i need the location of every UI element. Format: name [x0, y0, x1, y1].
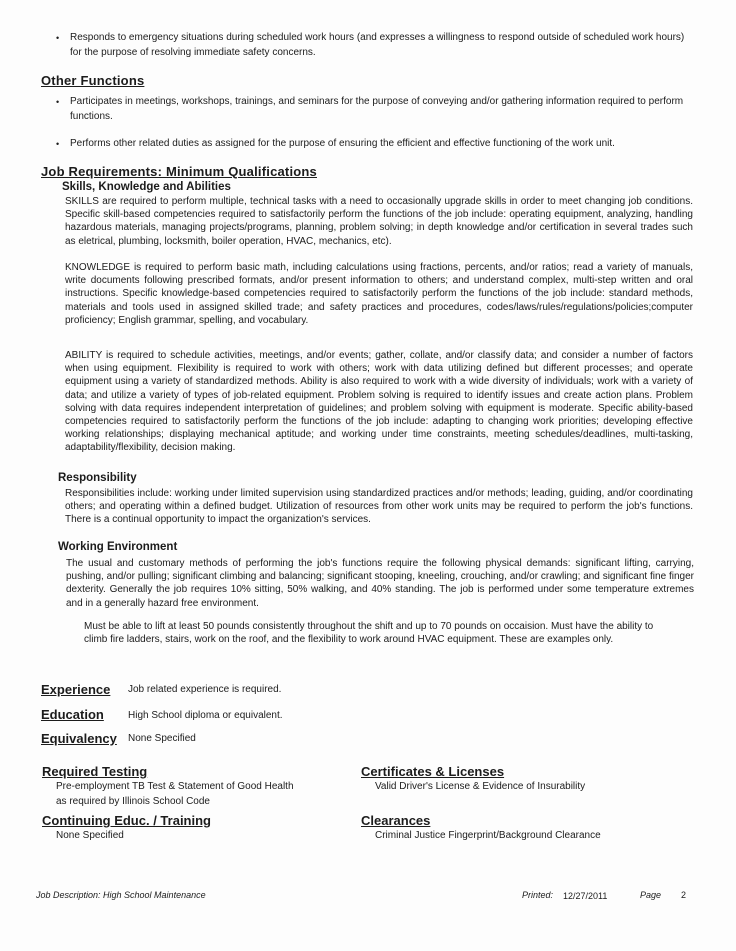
skills-paragraph: SKILLS are required to perform multiple, technical tasks with a need to occasionally upgrade skills in order to meet changing job conditions. Specific skill-based competencies required to satisfactorily perform the functions of the job include: operating equipment, analyzing, handling hazardous materials, managing projects/programs, planning, problem solving; in depth knowledge and/or certification in several trades such as eletrical, plumbing, locksmith, boiler operation, HVAC, mechanics, etc). — [65, 196, 693, 247]
footer-printed-label: Printed: — [522, 890, 554, 900]
bullet-icon: • — [56, 97, 60, 107]
ability-paragraph: ABILITY is required to schedule activities, meetings, and/or events; gather, collate, and/or classify data; and consider a number of factors when using equipment. Flexibility is required to work with others; work with data utilizing defined but different processes; and operate equipment using a variety of standardized methods. Ability is also required to work with a wide diversity of individuals; work with a variety of data; and utilize a variety of types of job-related equipment. Problem solving is required to identify issues and create action plans. Problem solving with data requires independent interpretation of guidelines; and problem solving with equipment is moderate. Specific ability-based competencies required to satisfactorily perform the functions of the job include: adapting to changing work priorities; developing effective working relationships; displaying mechanical aptitude; and working under time constraints, meeting schedules/deadlines, multi-tasking, adaptability/flexibility, decision making. — [65, 350, 693, 454]
list-item — [56, 31, 696, 60]
responsibility-heading: Responsibility — [58, 472, 137, 484]
list-item — [56, 95, 696, 124]
equivalency-label: Equivalency — [41, 731, 117, 746]
required-testing-line2: as required by Illinois School Code — [56, 796, 210, 807]
clearances-value: Criminal Justice Fingerprint/Background Clearance — [375, 830, 601, 841]
certificates-label: Certificates & Licenses — [361, 764, 505, 779]
clearances-label: Clearances — [361, 813, 431, 828]
footer-page-label: Page — [640, 890, 662, 900]
continuing-education-label: Continuing Educ. / Training — [42, 813, 211, 828]
bullet-text: Performs other related duties as assigned for the purpose of ensuring the efficient and effective functioning of the work unit. — [70, 138, 615, 149]
environment-heading: Working Environment — [58, 541, 178, 553]
experience-value: Job related experience is required. — [128, 684, 282, 695]
required-testing-label: Required Testing — [42, 764, 148, 779]
education-value: High School diploma or equivalent. — [128, 710, 283, 721]
footer-printed-date: 12/27/2011 — [563, 891, 608, 901]
education-label: Education — [41, 707, 104, 722]
bullet-text: Responds to emergency situations during scheduled work hours (and expresses a willingness to respond outside of scheduled work hours) for the purpose of resolving immediate safety concerns. — [70, 32, 685, 58]
bullet-icon: • — [56, 139, 60, 149]
certificates-value: Valid Driver's License & Evidence of Insurability — [375, 781, 586, 792]
other-functions-heading: Other Functions — [41, 73, 145, 88]
bullet-text: Participates in meetings, workshops, trainings, and seminars for the purpose of conveying and/or gathering information required to perform functions. — [70, 96, 684, 122]
footer-page-number: 2 — [681, 890, 687, 900]
list-item — [56, 137, 696, 152]
continuing-education-value: None Specified — [56, 830, 124, 841]
equivalency-value: None Specified — [128, 733, 196, 744]
responsibility-paragraph: Responsibilities include: working under limited supervision using standardized practices and/or methods; leading, guiding, and/or coordinating others; and operating within a defined budget. Utilization of resources from other work units may be required to perform the job's functions. There is a continual opportunity to impact the organization's services. — [65, 488, 693, 526]
experience-label: Experience — [41, 682, 111, 697]
lifting-paragraph: Must be able to lift at least 50 pounds consistently throughout the shift and up to 70 pounds on occaision. Must have the ability to climb fire ladders, stairs, work on the roof, and the flexibility to work around HVAC equipment. These are examples only. — [84, 621, 654, 646]
job-requirements-heading: Job Requirements: Minimum Qualifications — [41, 164, 317, 179]
required-testing-line1: Pre-employment TB Test & Statement of Good Health — [56, 781, 294, 792]
footer-title: Job Description: High School Maintenance — [36, 890, 206, 900]
skills-heading: Skills, Knowledge and Abilities — [62, 181, 231, 193]
environment-paragraph: The usual and customary methods of performing the job's functions require the following physical demands: significant lifting, carrying, pushing, and/or pulling; significant climbing and balancing; significant stooping, kneeling, crouching, and/or crawling; and significant fine finger dexterity. Generally the job requires 10% sitting, 50% walking, and 40% standing. The job is performed under some temperature extremes and in a generally hazard free environment. — [66, 558, 694, 609]
knowledge-paragraph: KNOWLEDGE is required to perform basic math, including calculations using fractions, percents, and/or ratios; read a variety of manuals, write documents following prescribed formats, and/or present information to others; and understand complex, multi-step written and oral instructions. Specific knowledge-based competencies required to satisfactorily perform the functions of the job include: standard methods, materials and tools used in assigned skilled trade; and safety practices and procedures, codes/laws/rules/regulations/policies;computer proficiency; English grammar, spelling, and vocabulary. — [65, 262, 693, 326]
bullet-icon: • — [56, 33, 60, 43]
